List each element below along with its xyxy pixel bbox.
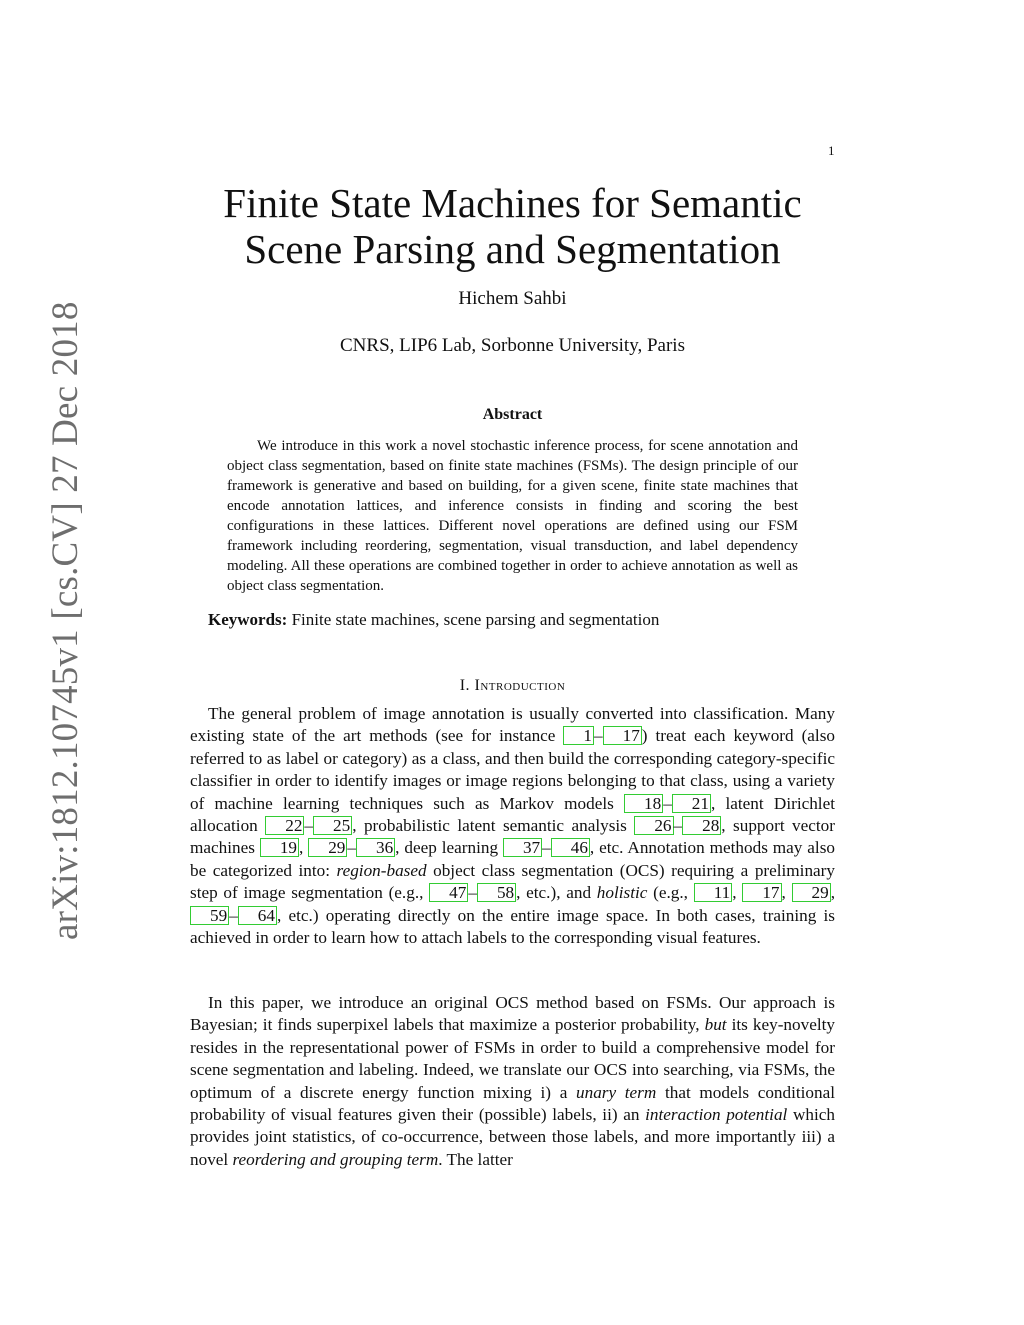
citation-link[interactable]: 1 bbox=[563, 726, 594, 745]
text-run: its key-novelty resides in the representational power of FSMs in order to build a comprehensive model for scene segmentation and labeling. Indeed, we translate our OCS into searching, via FSMs, the optimum of a discrete energy function mixing i) a bbox=[190, 1015, 835, 1102]
text-run: . The latter bbox=[438, 1149, 513, 1169]
comma: , bbox=[830, 883, 836, 903]
citation-link[interactable]: 22 bbox=[265, 816, 304, 835]
citation-link[interactable]: 59 bbox=[190, 906, 229, 925]
dash: – bbox=[594, 726, 603, 746]
comma: , bbox=[732, 883, 743, 903]
dash: – bbox=[229, 905, 238, 925]
section-number: I. bbox=[459, 677, 471, 694]
paper-title: Finite State Machines for Semantic Scene Parsing and Segmentation bbox=[223, 180, 802, 272]
citation-link[interactable]: 21 bbox=[672, 794, 711, 813]
citation-link[interactable]: 17 bbox=[603, 726, 642, 745]
citation-link[interactable]: 58 bbox=[477, 883, 516, 902]
emphasis: but bbox=[704, 1015, 727, 1035]
citation-link[interactable]: 26 bbox=[634, 816, 673, 835]
citation-link[interactable]: 18 bbox=[624, 794, 663, 813]
comma: , bbox=[781, 883, 792, 903]
dash: – bbox=[542, 838, 551, 858]
citation-link[interactable]: 29 bbox=[792, 883, 831, 902]
text-run: ) treat each keyword (also referred to as label or category) as a class, and then build the corresponding category-specific classifier in order to identify images or image regions belonging to that class, using a variety of machine learning techniques such as Markov models bbox=[190, 726, 835, 813]
keywords-label: Keywords: bbox=[208, 610, 288, 629]
text-run: , deep learning bbox=[395, 838, 503, 858]
citation-link[interactable]: 36 bbox=[356, 838, 395, 857]
emphasis: unary term bbox=[576, 1082, 657, 1102]
text-run: , etc. Annotation methods may also be categorized into: bbox=[190, 838, 835, 880]
dash: – bbox=[468, 883, 477, 903]
citation-link[interactable]: 37 bbox=[503, 838, 542, 857]
citation-link[interactable]: 47 bbox=[429, 883, 468, 902]
author-name: Hichem Sahbi bbox=[458, 288, 567, 309]
emphasis: interaction potential bbox=[645, 1105, 788, 1125]
text-run: which provides joint statistics, of co-occurrence, between those labels, and more importantly iii) a novel bbox=[190, 1105, 835, 1169]
emphasis: region-based bbox=[336, 860, 427, 880]
dash: – bbox=[347, 838, 356, 858]
citation-link[interactable]: 11 bbox=[694, 883, 733, 902]
keywords-text: Finite state machines, scene parsing and segmentation bbox=[291, 610, 660, 629]
author-affiliation: CNRS, LIP6 Lab, Sorbonne University, Paris bbox=[340, 335, 685, 356]
emphasis: reordering and grouping term bbox=[232, 1149, 439, 1169]
abstract-body: We introduce in this work a novel stochastic inference process, for scene annotation and object class segmentation, based on finite state machines (FSMs). The design principle of our framework is generative and based on building, for a given scene, finite state machines that encode annotation lattices, and inference consists in finding and scoring the best configurations in these lattices. Different novel operations are defined using our FSM framework including reordering, segmentation, visual transduction, and label dependency modeling. All these operations are combined together in order to achieve annotation as well as object class segmentation. bbox=[227, 438, 798, 594]
text-run: , etc.), and bbox=[516, 883, 597, 903]
citation-link[interactable]: 29 bbox=[308, 838, 347, 857]
section-heading-introduction bbox=[190, 677, 835, 695]
text-run: The general problem of image annotation is usually converted into classification. Many existing state of the art methods (see for instance bbox=[190, 704, 835, 746]
text-run: , probabilistic latent semantic analysis bbox=[352, 816, 635, 836]
emphasis: holistic bbox=[596, 883, 648, 903]
page-number: 1 bbox=[828, 143, 835, 158]
text-run: (e.g., bbox=[647, 883, 694, 903]
comma: , bbox=[299, 838, 309, 858]
citation-link[interactable]: 46 bbox=[551, 838, 590, 857]
dash: – bbox=[673, 816, 683, 836]
section-title: Introduction bbox=[474, 677, 566, 694]
text-run: that models conditional probability of visual features given their (possible) labels, ii) an bbox=[190, 1082, 836, 1125]
text-run: , etc.) operating directly on the entire image space. In both cases, training is achieved in order to learn how to attach labels to the corresponding visual features. bbox=[190, 905, 835, 948]
text-run: , support vector machines bbox=[190, 816, 836, 858]
arxiv-identifier-stamp: arXiv:1812.10745v1 [cs.CV] 27 Dec 2018 bbox=[45, 301, 86, 940]
intro-paragraph-2 bbox=[190, 992, 835, 1171]
dash: – bbox=[304, 816, 314, 836]
text-run: object class segmentation (OCS) requiring a preliminary step of image segmentation (e.g., bbox=[190, 860, 835, 903]
dash: – bbox=[663, 793, 672, 813]
text-run: In this paper, we introduce an original OCS method based on FSMs. Our approach is Bayesian; it finds superpixel labels that maximize a posterior probability, bbox=[190, 993, 835, 1035]
intro-paragraph-1 bbox=[190, 703, 835, 949]
keywords-line bbox=[208, 610, 828, 630]
text-run: , latent Dirichlet allocation bbox=[190, 793, 835, 836]
citation-link[interactable]: 25 bbox=[313, 816, 352, 835]
citation-link[interactable]: 19 bbox=[260, 838, 299, 857]
citation-link[interactable]: 17 bbox=[742, 883, 781, 902]
citation-link[interactable]: 28 bbox=[682, 816, 721, 835]
citation-link[interactable]: 64 bbox=[238, 906, 277, 925]
abstract-heading: Abstract bbox=[482, 406, 543, 423]
